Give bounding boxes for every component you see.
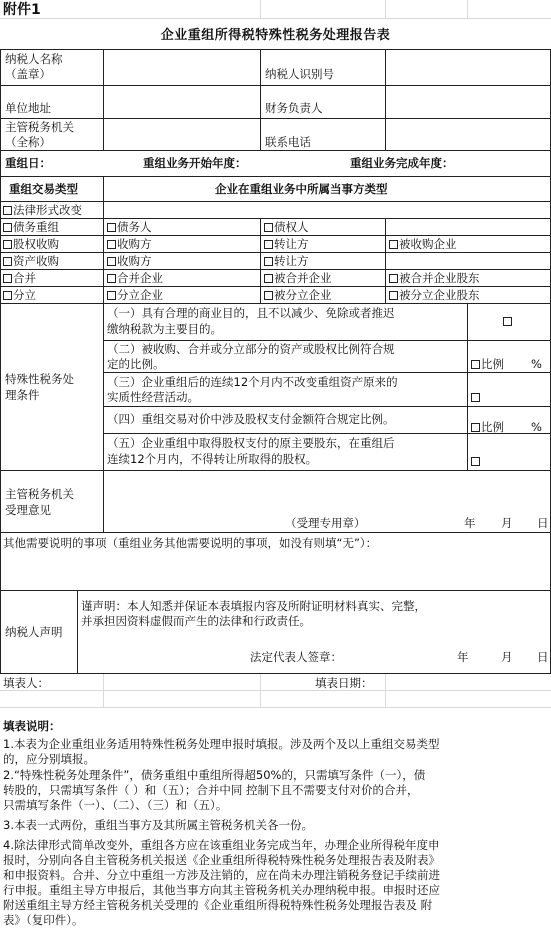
condition-5-line-2: 连续12个月内，不得转让所取得的股权。 [107,452,318,466]
grid-line [0,18,551,19]
checkbox-icon [471,360,480,369]
note-2-line-1: 2.“特殊性税务处理条件”，债务重组中重组所得超50%的，只需填写条件（一），债 [3,768,426,782]
condition-5-checkbox[interactable] [471,457,480,466]
checkbox-icon [107,257,116,266]
checkbox-icon [107,274,116,283]
opinion-label-2: 受理意见 [5,503,51,517]
grid-line [385,0,386,18]
party-split-shareholder[interactable]: 被分立企业股东 [389,288,480,304]
table-border [0,470,551,471]
condition-2-percent: % [531,357,542,371]
table-border [0,218,551,219]
condition-2-line-2: 定的比例。 [107,357,165,371]
checkbox-icon [3,223,12,232]
reorg-date-label: 重组日： [5,156,51,170]
table-border [103,303,104,470]
declaration-text-1: 谨声明：本人知悉并保证本表填报内容及所附证明材料真实、完整， [81,599,426,613]
note-4-line-1: 4.除法律形式简单改变外，重组各方应在该重组业务完成当年，办理企业所得税年度申 [3,838,440,852]
legal-rep-sign: 法定代表人签章： [250,650,342,664]
condition-1-line-1: （一）具有合理的商业目的，且不以减少、免除或者推迟 [107,306,395,320]
table-border [0,673,551,674]
checkbox-icon [107,240,116,249]
table-border [0,590,551,591]
table-border [103,340,551,341]
grid-line [0,690,551,691]
party-transferor[interactable]: 转让方 [264,237,309,253]
taxpayer-id-label: 纳税人识别号 [265,67,334,81]
note-4-line-2: 报时，分别向各自主管税务机关报送《企业重组所得税特殊性税务处理报告表及附表》 [3,853,440,867]
party-merging-company[interactable]: 合并企业 [107,271,163,287]
type-split[interactable]: 分立 [3,288,36,304]
note-3: 3.本表一式两份，重组当事方及其所属主管税务机关各一份。 [3,818,313,832]
type-equity-acquisition[interactable]: 股权收购 [3,237,59,253]
grid-line [260,0,261,18]
tax-authority-fullname-label: （全称） [5,135,51,149]
type-legal-form[interactable]: 法律形式改变 [3,203,82,219]
table-border [467,303,468,470]
table-border [0,201,551,202]
attachment-label: 附件1 [3,2,41,18]
checkbox-icon [389,240,398,249]
grid-line [260,673,261,707]
checkbox-icon [107,223,116,232]
condition-1-checkbox[interactable] [503,317,512,326]
table-border [103,176,104,303]
table-border [103,49,104,150]
notes-title: 填表说明： [3,719,61,733]
checkbox-icon [389,291,398,300]
opinion-month: 月 [501,516,513,530]
table-border [103,470,104,532]
condition-3-line-1: （三）企业重组后的连续12个月内不改变重组资产原来的 [107,375,398,389]
condition-5-line-1: （五）企业重组中取得股权支付的原主要股东，在重组后 [107,436,395,450]
special-conditions-label: 特殊性税务处 [5,372,74,386]
special-conditions-label-2: 理条件 [5,388,40,402]
declaration-label: 纳税人声明 [5,625,63,639]
note-2-line-3: 只需填写条件（一）、（二）、（三）和（五）。 [3,798,228,812]
reorg-type-header: 重组交易类型 [9,182,78,196]
end-year-label: 重组业务完成年度： [350,156,454,170]
grid-line [0,707,551,708]
table-border [260,218,261,303]
opinion-day: 日 [537,516,549,530]
finance-head-label: 财务负责人 [265,101,323,115]
checkbox-icon [264,291,273,300]
checkbox-icon [471,423,480,432]
checkbox-icon [107,291,116,300]
note-1-line-2: 的，应分别填报。 [3,752,95,766]
condition-3-checkbox[interactable] [471,393,480,402]
checkbox-icon [264,240,273,249]
condition-2-ratio[interactable]: 比例 [471,357,504,373]
note-4-line-3: 和申报资料。合并、分立中重组一方涉及注销的，应在尚未办理注销税务登记手续前进 [3,868,440,882]
party-debtor[interactable]: 债务人 [107,220,152,236]
opinion-stamp: （受理专用章） [285,516,366,530]
phone-label: 联系电话 [265,135,311,149]
checkbox-icon [3,274,12,283]
grid-line [385,673,386,707]
condition-4-ratio[interactable]: 比例 [471,420,504,436]
checkbox-icon [389,274,398,283]
start-year-label: 重组业务开始年度： [143,156,247,170]
declaration-year: 年 [457,650,469,664]
condition-1-line-2: 缴纳税款为主要目的。 [107,322,222,336]
filler-label: 填表人： [3,676,49,690]
table-border [0,532,551,533]
note-1-line-1: 1.本表为企业重组业务适用特殊性税务处理申报时填报。涉及两个及以上重组交易类型 [3,737,440,751]
note-4-line-6: 表》（复印件）。 [3,913,84,927]
party-acquirer[interactable]: 收购方 [107,237,152,253]
opinion-year: 年 [464,516,476,530]
table-border [385,218,386,303]
condition-4: （四）重组交易对价中涉及股权支付金额符合规定比例。 [107,412,395,426]
checkbox-icon [264,223,273,232]
table-border [0,118,551,119]
table-border [0,176,551,177]
party-merged-company[interactable]: 被合并企业 [264,271,332,287]
type-debt-restructure[interactable]: 债务重组 [3,220,59,236]
checkbox-icon [3,240,12,249]
taxpayer-name-stamp-label: （盖章） [5,67,51,81]
type-asset-acquisition[interactable]: 资产收购 [3,254,59,270]
taxpayer-name-label: 纳税人名称 [5,52,63,66]
checkbox-icon [3,291,12,300]
tax-authority-label: 主管税务机关 [5,120,74,134]
address-label: 单位地址 [5,101,51,115]
party-split-original[interactable]: 被分立企业 [264,288,332,304]
condition-4-percent: % [531,420,542,434]
declaration-text-2: 并承担因资料虚假而产生的法律和行政责任。 [81,614,311,628]
party-acquired-company[interactable]: 被收购企业 [389,237,457,253]
grid-line [103,673,104,707]
party-merged-shareholder[interactable]: 被合并企业股东 [389,271,480,287]
note-2-line-2: 转股的，只需填写条件（ ）和（五）；合并中同 控制下且不需要支付对价的合并， [3,783,419,797]
other-matters: 其他需要说明的事项（重组业务其他需要说明的事项，如没有则填“无”）： [3,536,378,550]
table-border [385,49,386,150]
checkbox-icon [264,257,273,266]
note-4-line-4: 行申报。重组主导方申报后，其他当事方向其主管税务机关办理纳税申报。申报时还应 [3,883,440,897]
party-asset-acquirer[interactable]: 收购方 [107,254,152,270]
table-border [0,85,551,86]
declaration-day: 日 [537,650,549,664]
form-title: 企业重组所得税特殊性税务处理报告表 [160,28,391,43]
note-4-line-5: 附送重组主导方经主管税务机关受理的《企业重组所得税特殊性税务处理报告表及 附 [3,898,433,912]
checkbox-icon [3,206,12,215]
table-border [77,590,78,673]
fill-date-label: 填表日期： [315,676,373,690]
checkbox-icon [264,274,273,283]
condition-3-line-2: 实质性经营活动。 [107,390,199,404]
party-split-company[interactable]: 分立企业 [107,288,163,304]
table-border [0,49,551,50]
table-border [260,49,261,150]
condition-2-line-1: （二）被收购、合并或分立部分的资产或股权比例符合规 [107,342,395,356]
grid-line [467,0,468,18]
declaration-month: 月 [501,650,513,664]
party-asset-transferor[interactable]: 转让方 [264,254,309,270]
type-merger[interactable]: 合并 [3,271,36,287]
party-type-header: 企业在重组业务中所属当事方类型 [215,182,388,196]
checkbox-icon [3,257,12,266]
table-border [103,406,551,407]
table-border [0,49,1,673]
party-creditor[interactable]: 债权人 [264,220,309,236]
opinion-label: 主管税务机关 [5,487,74,501]
